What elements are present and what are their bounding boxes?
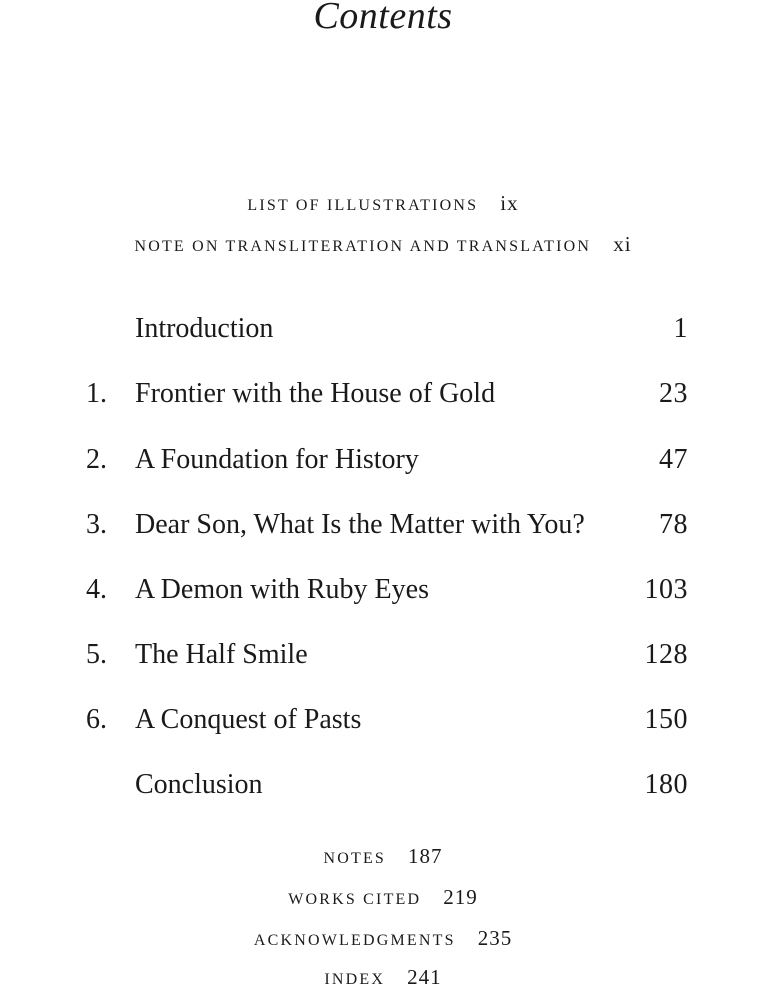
- chapter-number: 1.: [86, 378, 107, 409]
- chapter-page: 180: [644, 769, 688, 800]
- toc-back-label: ACKNOWLEDGMENTS: [253, 932, 456, 949]
- chapter-page: 78: [659, 509, 688, 540]
- chapter-title: Conclusion: [135, 769, 263, 800]
- chapter-title: A Demon with Ruby Eyes: [135, 574, 429, 605]
- chapter-title: A Foundation for History: [135, 444, 419, 475]
- toc-chapter-entry: [0, 507, 766, 543]
- toc-back-entry: [0, 885, 766, 912]
- toc-back-label: NOTES: [323, 850, 387, 867]
- toc-chapter-entry: [0, 702, 766, 738]
- toc-front-label: LIST OF ILLUSTRATIONS: [247, 197, 479, 214]
- chapter-number: 2.: [86, 444, 107, 475]
- toc-chapter-entry: [0, 572, 766, 608]
- chapter-number: 4.: [86, 574, 107, 605]
- chapter-title: The Half Smile: [135, 639, 308, 670]
- toc-chapter-entry: [0, 637, 766, 673]
- toc-back-entry: [0, 965, 766, 992]
- toc-front-entry: [0, 232, 766, 259]
- toc-front-label: NOTE ON TRANSLITERATION AND TRANSLATION: [134, 238, 592, 255]
- toc-back-entry: [0, 926, 766, 953]
- chapter-title: Frontier with the House of Gold: [135, 378, 496, 409]
- chapter-number: 6.: [86, 704, 107, 735]
- toc-back-label: WORKS CITED: [288, 891, 422, 908]
- chapter-page: 128: [644, 639, 688, 670]
- toc-front-page: xi: [613, 232, 632, 256]
- chapter-number: 5.: [86, 639, 107, 670]
- chapter-page: 1: [673, 313, 688, 344]
- chapter-page: 150: [644, 704, 688, 735]
- toc-chapter-entry: [0, 767, 766, 803]
- toc-front-page: ix: [500, 191, 519, 215]
- page-title: Contents: [313, 0, 453, 37]
- chapter-title: Introduction: [135, 313, 274, 344]
- chapter-title: A Conquest of Pasts: [135, 704, 362, 735]
- toc-back-label: INDEX: [324, 971, 386, 988]
- chapter-page: 23: [659, 378, 688, 409]
- toc-back-page: 235: [477, 926, 513, 950]
- toc-back-page: 241: [407, 965, 442, 989]
- toc-back-page: 219: [443, 885, 478, 909]
- chapter-number: 3.: [86, 509, 107, 540]
- toc-back-entry: [0, 844, 766, 871]
- toc-back-page: 187: [408, 844, 443, 868]
- toc-front-entry: [0, 191, 766, 218]
- toc-chapter-entry: [0, 376, 766, 412]
- chapter-title: Dear Son, What Is the Matter with You?: [135, 509, 585, 540]
- toc-chapter-entry: [0, 442, 766, 478]
- chapter-page: 47: [659, 444, 688, 475]
- chapter-page: 103: [644, 574, 688, 605]
- toc-chapter-entry: [0, 311, 766, 347]
